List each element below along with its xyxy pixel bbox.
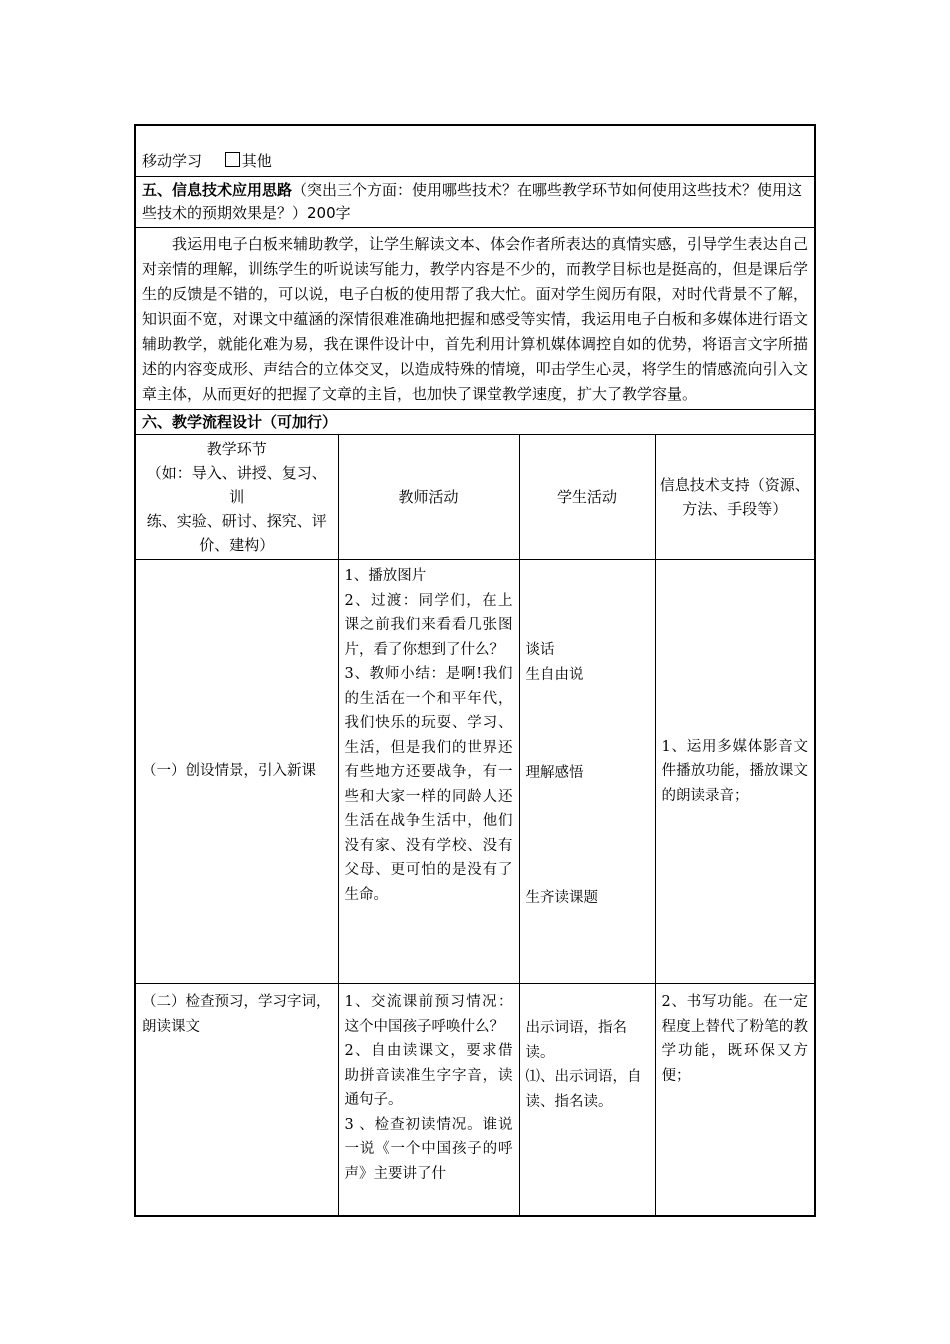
other-label: 其他 <box>241 152 272 170</box>
mobile-learning-label: 移动学习 <box>142 152 203 170</box>
tech-support-cell: 2、书写功能。在一定程度上替代了粉笔的教学功能，既环保又方便； <box>655 984 815 1216</box>
section6-title-row <box>135 410 815 435</box>
section5-body-row <box>135 228 815 410</box>
stage-header: 教学环节 （如：导入、讲授、复习、训 练、实验、研讨、探究、评 价、建构） <box>135 435 338 560</box>
stage-cell: （一）创设情景，引入新课 <box>135 560 338 984</box>
teacher-activity-cell: 1、播放图片 2、过渡：同学们，在上课之前我们来看看几张图片，看了你想到了什么？ 3、教师小结：是啊!我们的生活在一个和平年代，我们快乐的玩耍、学习、生活，但是我们的世界还有些地方还要战争，有一些和大家一样的同龄人还生活在战争生活中，他们没有家、没有学校、没有父母、更可怕的是没有了生命。 <box>338 560 519 984</box>
student-activity-cell: 谈话 生自由说 理解感悟 生齐读课题 <box>519 560 655 984</box>
learning-mode-row <box>135 125 815 177</box>
teacher-activity-cell: 1、交流课前预习情况：这个中国孩子呼唤什么？ 2、自由读课文，要求借助拼音读准生字字音，读通句子。 3 、检查初读情况。谁说一说《一个中国孩子的呼声》主要讲了什 <box>338 984 519 1216</box>
section5-title: 五、信息技术应用思路 <box>142 181 293 199</box>
tech-support-cell: 1、运用多媒体影音文件播放功能，播放课文的朗读录音； <box>655 560 815 984</box>
section5-body: 我运用电子白板来辅助教学，让学生解读文本、体会作者所表达的真情实感，引导学生表达自己对亲情的理解，训练学生的听说读写能力，教学内容是不少的，而教学目标也是挺高的，但是课后学生的反馈是不错的，可以说，电子白板的使用帮了我大忙。面对学生阅历有限，对时代背景不了解，知识面不宽，对课文中蕴涵的深情很难准确地把握和感受等实情，我运用电子白板和多媒体进行语文辅助教学，就能化难为易，我在课件设计中，首先利用计算机媒体调控自如的优势，将语言文字所描述的内容变成形、声结合的立体交叉，以造成特殊的情境，叩击学生心灵，将学生的情感流向引入文章主体，从而更好的把握了文章的主旨，也加快了课堂教学速度，扩大了教学容量。 <box>135 228 815 410</box>
tech-support-header: 信息技术支持（资源、方法、手段等） <box>655 435 815 560</box>
flow-row-1 <box>135 560 815 984</box>
flow-row-2 <box>135 984 815 1216</box>
lesson-plan-sheet <box>134 124 814 1217</box>
flow-header-row <box>135 435 815 560</box>
section6-title: 六、教学流程设计（可加行） <box>135 410 815 435</box>
section5-subtitle: （突出三个方面：使用哪些技术？在哪些教学环节如何使用这些技术？使用这些技术的预期效果是？）200字 <box>142 181 803 222</box>
teacher-activity-header: 教师活动 <box>338 435 519 560</box>
checkbox-icon[interactable] <box>225 152 240 167</box>
section5-title-row <box>135 177 815 228</box>
stage-cell: （二）检查预习，学习字词，朗读课文 <box>135 984 338 1216</box>
lesson-plan-table <box>134 124 816 1217</box>
student-activity-header: 学生活动 <box>519 435 655 560</box>
student-activity-cell: 出示词语，指名读。 ⑴、出示词语，自读、指名读。 <box>519 984 655 1216</box>
